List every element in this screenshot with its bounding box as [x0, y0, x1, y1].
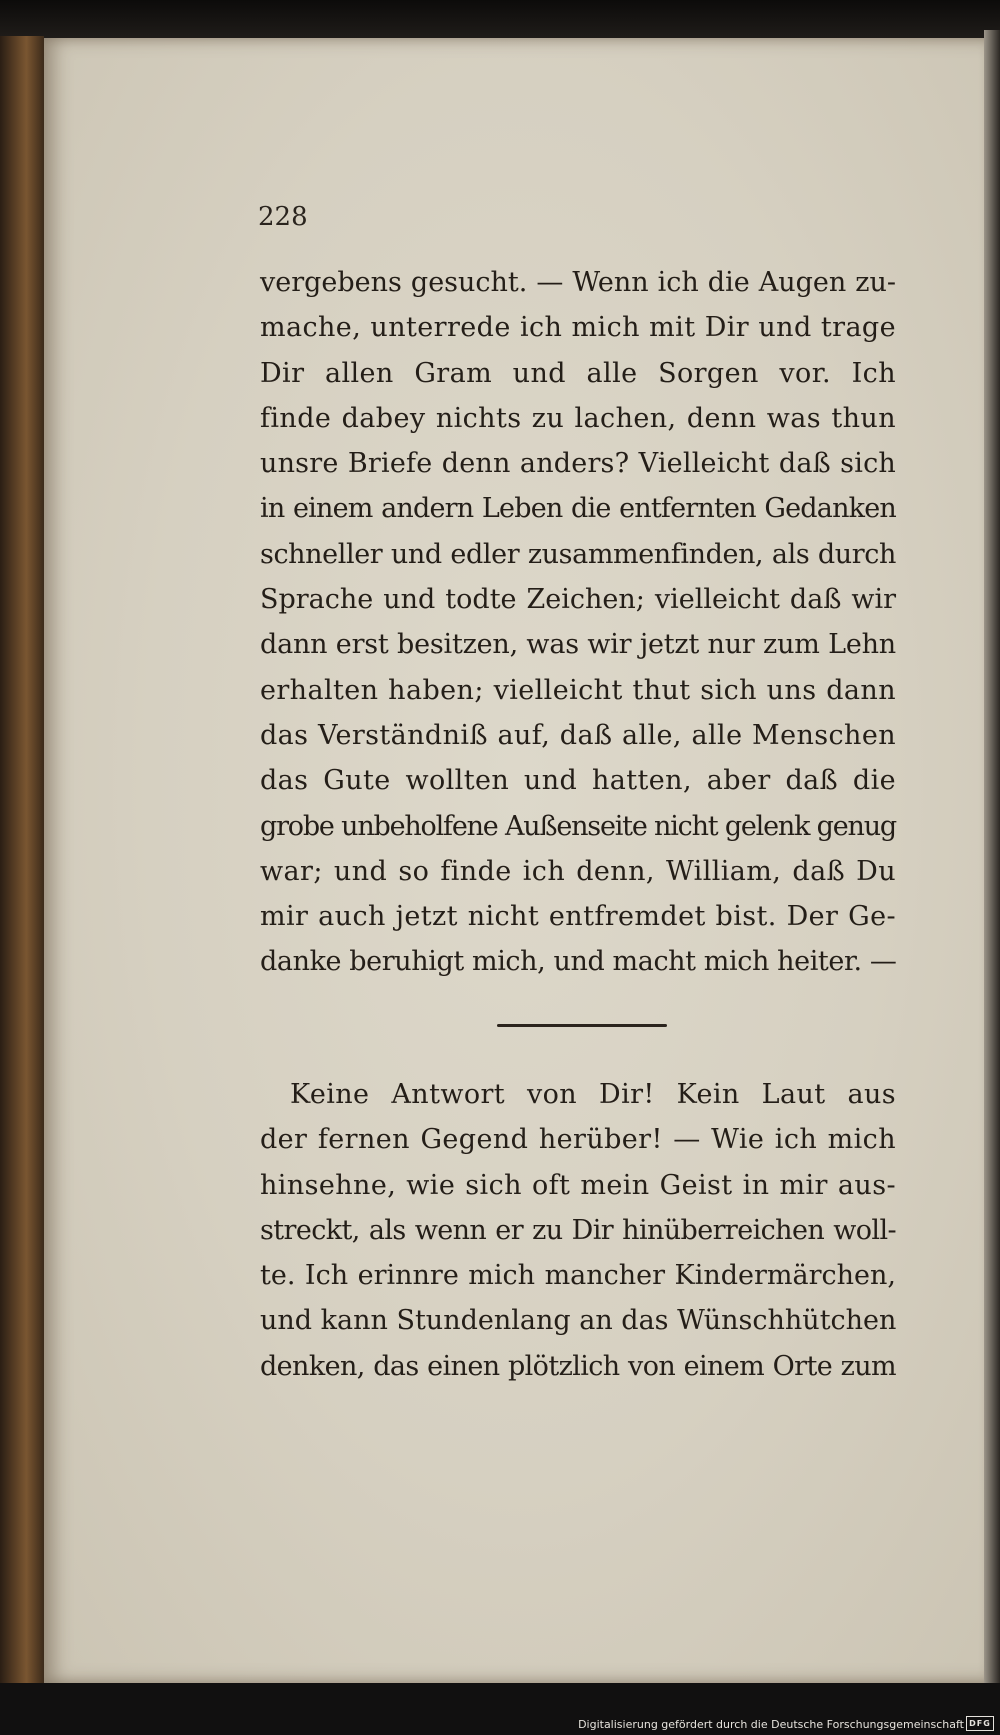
scan-top-border — [0, 0, 1000, 38]
text-line: und kann Stundenlang an das Wünschhütchen — [260, 1305, 897, 1337]
text-line: unsre Briefe denn anders? Vielleicht daß sich — [260, 448, 896, 480]
text-line: hinsehne, wie sich oft mein Geist in mir aus- — [260, 1169, 896, 1201]
text-line: finde dabey nichts zu lachen, denn was thun — [260, 402, 896, 434]
text-line: das Gute wollten und hatten, aber daß die — [260, 765, 896, 797]
page-edge — [984, 30, 1000, 1690]
section-separator — [497, 1024, 667, 1027]
text-line: in einem andern Leben die entfernten Gedanken — [260, 493, 896, 525]
text-line: erhalten haben; vielleicht thut sich uns dann — [260, 674, 896, 706]
dfg-logo-icon: DFG — [966, 1716, 994, 1731]
text-line: Sprache und todte Zeichen; vielleicht daß wir — [260, 584, 896, 616]
text-line: Dir allen Gram und alle Sorgen vor. Ich — [260, 357, 896, 389]
digitization-credit: Digitalisierung gefördert durch die Deutsche Forschungsgemeinschaft — [578, 1718, 964, 1731]
text-line: war; und so finde ich denn, William, daß Du — [260, 855, 896, 887]
scan-bottom-border — [0, 1683, 1000, 1735]
text-line: streckt, als wenn er zu Dir hinüberreichen woll- — [260, 1214, 896, 1246]
text-line: der fernen Gegend herüber! — Wie ich mich — [260, 1124, 896, 1156]
page-number: 228 — [258, 202, 308, 232]
paragraph-1 — [260, 260, 896, 985]
text-line: schneller und edler zusammenfinden, als durch — [260, 538, 896, 570]
text-line: te. Ich erinnre mich mancher Kindermärchen, — [260, 1260, 896, 1292]
text-line: mache, unterrede ich mich mit Dir und trage — [260, 312, 896, 344]
text-line: vergebens gesucht. — Wenn ich die Augen zu- — [260, 267, 896, 298]
text-line: das Verständniß auf, daß alle, alle Menschen — [260, 719, 896, 751]
text-line: denken, das einen plötzlich von einem Orte zum — [260, 1350, 896, 1382]
paragraph-2 — [260, 1072, 896, 1389]
text-line: danke beruhigt mich, und macht mich heiter. — — [260, 946, 897, 978]
text-line: grobe unbeholfene Außenseite nicht gelenk genug — [260, 810, 896, 842]
text-line: mir auch jetzt nicht entfremdet bist. Der Ge- — [260, 901, 896, 933]
text-line: dann erst besitzen, was wir jetzt nur zum Lehn — [260, 629, 896, 661]
book-spine — [0, 36, 44, 1686]
text-line: Keine Antwort von Dir! Kein Laut aus — [290, 1079, 896, 1110]
